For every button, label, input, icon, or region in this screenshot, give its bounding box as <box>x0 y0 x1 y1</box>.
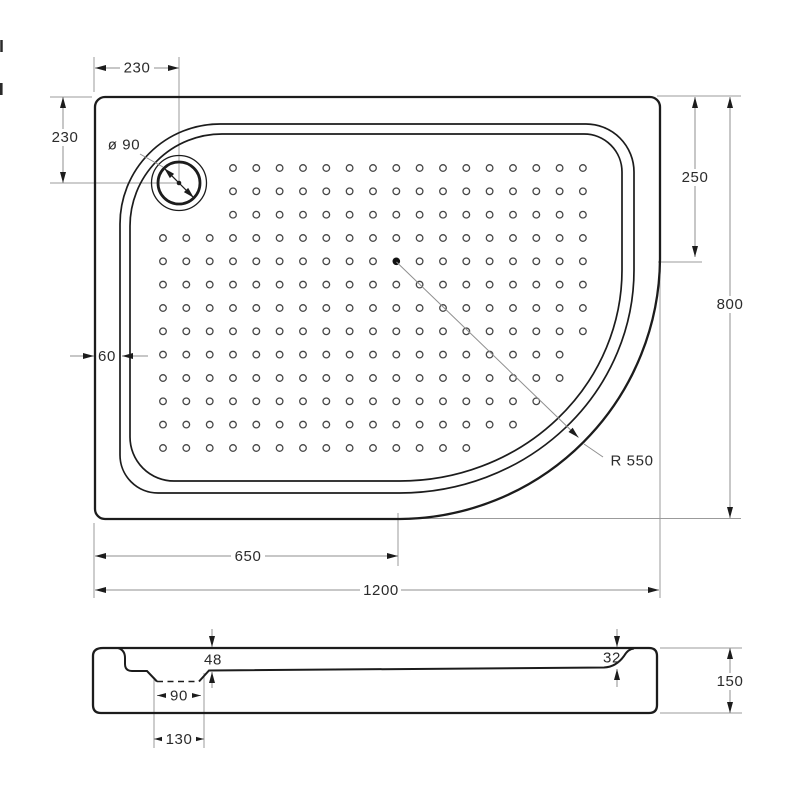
dim-height-label: 150 <box>716 673 744 690</box>
dim-right-straight-label: 250 <box>681 169 709 186</box>
dim-rim-width-label: 60 <box>98 348 116 365</box>
radius-arrow-line <box>397 262 579 438</box>
dim-drain-offset-top <box>95 59 179 77</box>
dim-rim-drop <box>204 629 222 688</box>
dim-drain-offset-left-label: 230 <box>51 129 79 146</box>
dim-drain-offset-top-label: 230 <box>123 59 151 77</box>
top-view <box>48 57 747 599</box>
tray-outer-outline <box>95 97 660 519</box>
dim-depth-label: 800 <box>716 296 744 313</box>
drain <box>140 154 207 211</box>
corner-radius-callout <box>397 262 654 470</box>
dim-recess-width-label: 130 <box>165 731 193 748</box>
dim-rim-width <box>70 348 148 365</box>
dim-right-straight <box>679 97 712 257</box>
section-floor-profile-right <box>199 649 634 682</box>
dot-grid <box>160 165 587 452</box>
dim-rim-drop-label: 48 <box>204 651 222 669</box>
dim-end-drop <box>603 629 621 687</box>
dim-drain-diameter <box>108 137 140 154</box>
section-view <box>93 629 747 748</box>
dim-drain-hole-label: 90 <box>170 687 188 705</box>
dim-width <box>95 582 659 599</box>
dim-corner-radius-label: R 550 <box>610 452 654 470</box>
radius-leader <box>584 444 603 457</box>
dim-drain-offset-left <box>48 97 82 183</box>
dim-depth <box>713 97 747 518</box>
dim-recess-width <box>154 731 204 748</box>
dim-height <box>713 648 747 713</box>
dim-bottom-straight <box>95 548 398 565</box>
section-extension-lines <box>154 648 742 748</box>
dim-width-label: 1200 <box>363 582 399 599</box>
dim-drain-diameter-label: ø 90 <box>107 136 141 154</box>
dim-end-drop-label: 32 <box>603 649 621 667</box>
dim-drain-hole <box>157 688 201 705</box>
section-floor-profile-left <box>118 648 157 682</box>
dim-bottom-straight-label: 650 <box>234 548 262 565</box>
